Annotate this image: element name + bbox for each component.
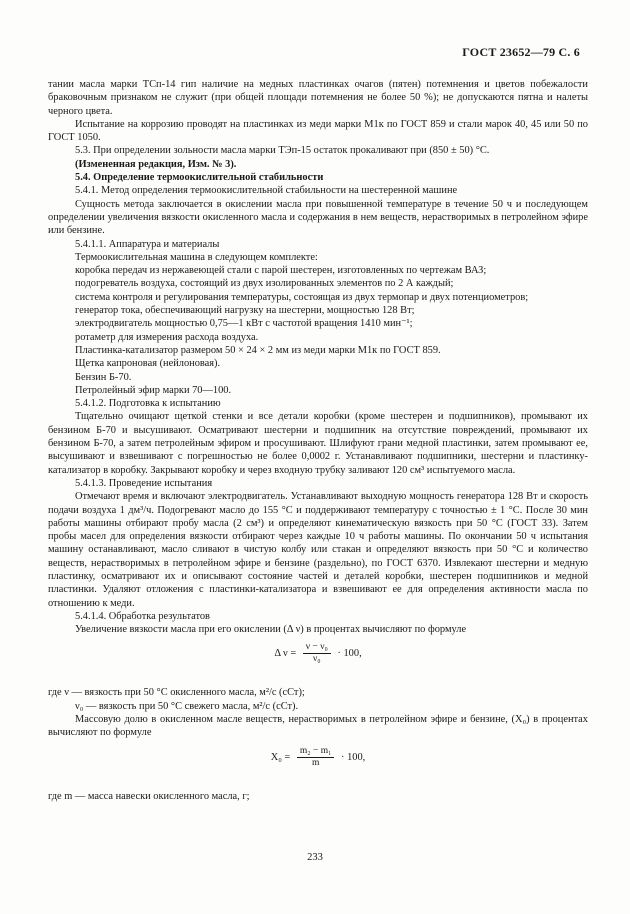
formula-denominator: ν₀ bbox=[313, 654, 321, 665]
paragraph: Пластинка-катализатор размером 50 × 24 × 2 мм из меди марки М1к по ГОСТ 859. bbox=[75, 344, 441, 356]
page-number: 233 bbox=[307, 852, 323, 863]
subsection-heading: 5.4.1.1. Аппаратура и материалы bbox=[75, 238, 220, 250]
paragraph: Термоокислительная машина в следующем комплекте: bbox=[75, 251, 318, 263]
paragraph: Отмечают время и включают электродвигатель. Устанавливают выходную мощность генератора 128 Вт и скорость подачи воздуха 1 дм³/ч. Подогревают масло до 155 °С и поддерживают температуру с точностью ± 1 °С. После 30 мин работы машины отбирают пробу масла (2 см³) и определяют кинематическую вязкость при 50 °С (ГОСТ 33). Затем пробы масел для определения вязкости отбирают через каждые 10 ч работы машины. По окончании 50 ч испытания машину останавливают, масло сливают в чистую колбу или стакан и определяют вязкость при 50 °С и количество веществ, нерастворимых в петролейном эфире и бензине (раздельно), по ГОСТ 6370. Извлекают шестерни и медную пластинку, осматривают их и описывают состояние частей и деталей коробки, шестерен подшипников и медной пластинки. Удаляют отложения с пластинки-катализатора и взвешивают ее для определения активности масла по отношению к меди. bbox=[48, 491, 588, 609]
document-header: ГОСТ 23652—79 С. 6 bbox=[462, 45, 580, 59]
definition: ν₀ — вязкость при 50 °С свежего масла, м²/с (сСт). bbox=[75, 700, 299, 712]
paragraph: Щетка капроновая (нейлоновая). bbox=[75, 358, 221, 370]
paragraph: Петролейный эфир марки 70—100. bbox=[75, 384, 232, 396]
subsection-heading: 5.4.1. Метод определения термоокислительной стабильности на шестеренной машине bbox=[75, 185, 458, 197]
formula-rhs: · 100, bbox=[341, 751, 366, 763]
formula-rhs: · 100, bbox=[337, 648, 362, 660]
formula-denominator: m bbox=[311, 757, 320, 768]
paragraph: Испытание на коррозию проводят на пластинках из меди марки М1к по ГОСТ 859 и стали марок 40, 45 или 50 по ГОСТ 1050. bbox=[48, 118, 588, 144]
amendment-note: (Измененная редакция, Изм. № 3). bbox=[75, 158, 237, 170]
paragraph: Бензин Б-70. bbox=[75, 371, 132, 383]
subsection-heading: 5.4.1.4. Обработка результатов bbox=[75, 610, 210, 622]
formula-numerator: ν − ν₀ bbox=[303, 642, 331, 654]
formula-lhs: Δ ν = bbox=[274, 648, 297, 660]
formula-fraction bbox=[297, 746, 335, 769]
paragraph: 5.3. При определении зольности масла марки ТЭп-15 остаток прокаливают при (850 ± 50) °С. bbox=[75, 145, 490, 157]
paragraph: тании масла марки ТСп-14 гип наличие на медных пластинках очагов (пятен) потемнения и цветов побежалости браковочным признаком не служит (при общей площади потемнения не более 50 %); не допускаются пятна и налеты черного цвета. bbox=[48, 79, 588, 117]
list-item: ротаметр для измерения расхода воздуха. bbox=[75, 331, 259, 343]
insolubles-formula bbox=[48, 746, 588, 784]
definition: где ν — вязкость при 50 °С окисленного масла, м²/с (сСт); bbox=[48, 687, 305, 699]
definition: где m — масса навески окисленного масла, г; bbox=[48, 790, 250, 802]
list-item: система контроля и регулирования температуры, состоящая из двух термопар и двух потенциометров; bbox=[75, 291, 529, 303]
subsection-heading: 5.4.1.3. Проведение испытания bbox=[75, 477, 213, 489]
list-item: коробка передач из нержавеющей стали с парой шестерен, изготовленных по чертежам ВАЗ; bbox=[75, 265, 487, 277]
document-body bbox=[48, 78, 588, 803]
paragraph: Увеличение вязкости масла при его окислении (Δ ν) в процентах вычисляют по формуле bbox=[75, 624, 467, 636]
paragraph: Массовую долю в окисленном масле веществ, нерастворимых в петролейном эфире и бензине, (X₀) в процентах вычисляют по формуле bbox=[48, 714, 588, 739]
formula-numerator: m₂ − m₁ bbox=[297, 746, 335, 758]
formula-fraction bbox=[303, 642, 331, 665]
viscosity-formula bbox=[48, 642, 588, 680]
formula-lhs: X₀ = bbox=[270, 751, 291, 763]
section-heading: 5.4. Определение термоокислительной стабильности bbox=[75, 172, 324, 184]
paragraph: Тщательно очищают щеткой стенки и все детали коробки (кроме шестерен и подшипников), промывают их бензином Б-70 и высушивают. Осматривают шестерни и подшипник на отсутствие повреждений, промывают их бензином Б-70, а затем петролейным эфиром и просушивают. Шлифуют грани медной пластинки, затем промывают ее, высушивают и взвешивают с погрешностью не более 0,0002 г. Устанавливают подшипники, шестерни и пластинку-катализатор в коробку. Закрывают коробку и через входную трубку заливают 120 см³ испытуемого масла. bbox=[48, 411, 588, 476]
paragraph: Сущность метода заключается в окислении масла при повышенной температуре в течение 50 ч и последующем определении увеличения вязкости окисленного масла и содержания в нем веществ, нерастворимых в петролейном эфире или бензине. bbox=[48, 198, 588, 237]
list-item: электродвигатель мощностью 0,75—1 кВт с частотой вращения 1410 мин⁻¹; bbox=[75, 318, 413, 330]
subsection-heading: 5.4.1.2. Подготовка к испытанию bbox=[75, 398, 221, 410]
list-item: генератор тока, обеспечивающий нагрузку на шестерни, мощностью 128 Вт; bbox=[75, 305, 415, 317]
list-item: подогреватель воздуха, состоящий из двух изолированных элементов по 2 А каждый; bbox=[75, 278, 454, 290]
